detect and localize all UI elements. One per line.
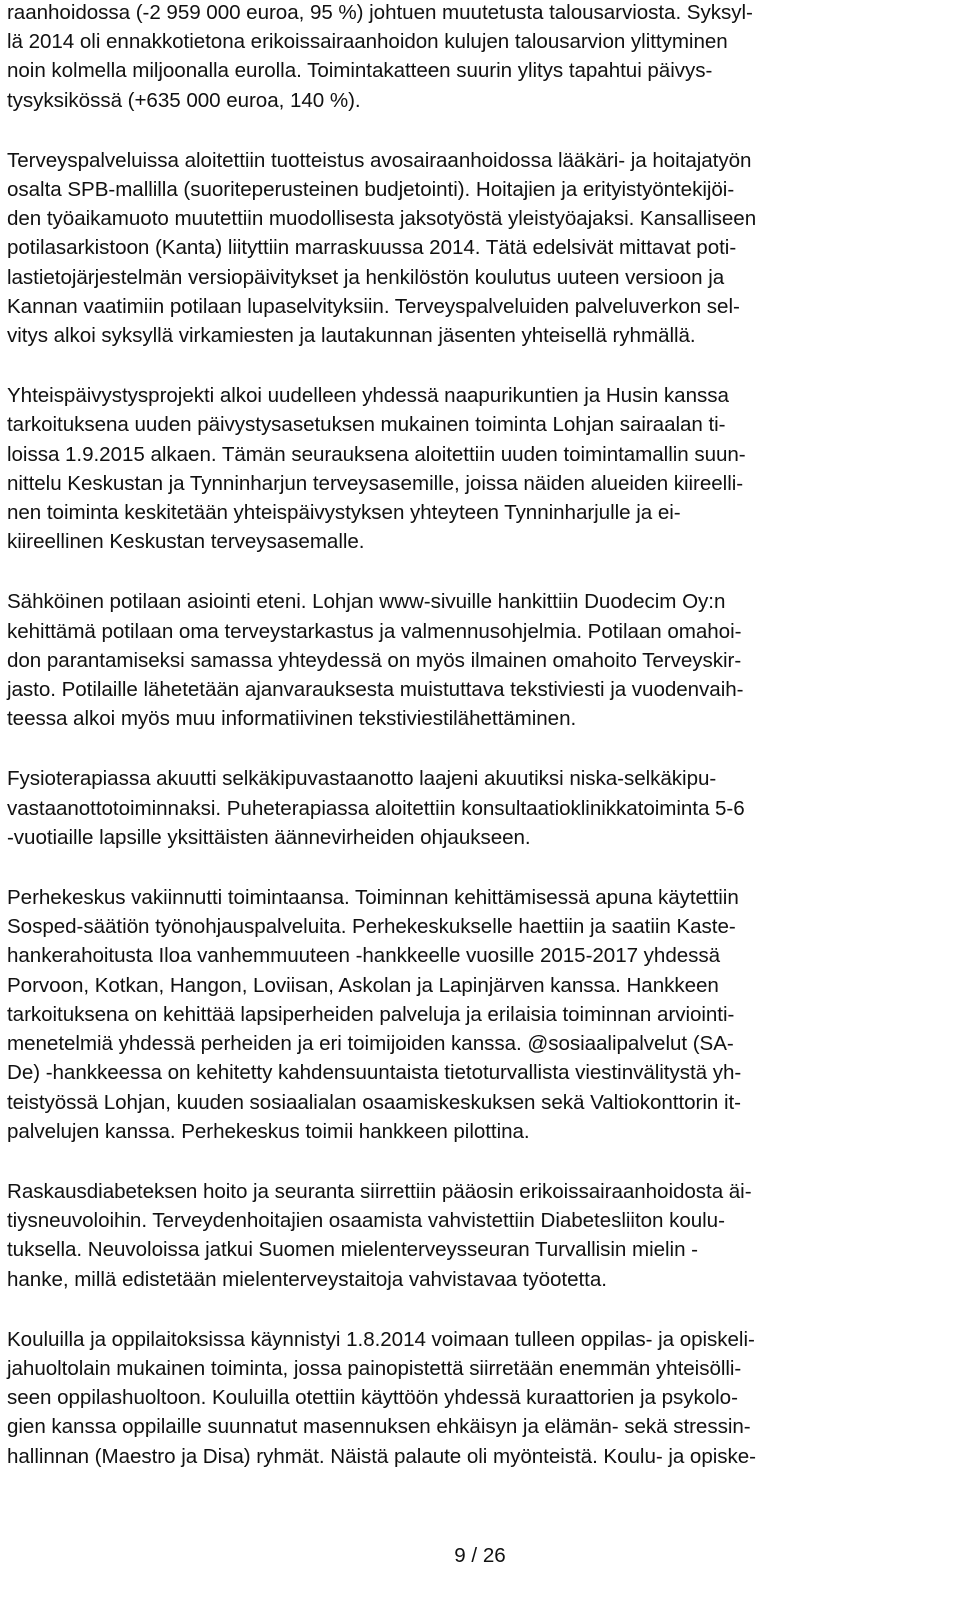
text-line: Sosped-säätiön työnohjauspalveluita. Perhekeskukselle haettiin ja saatiin Kaste-: [7, 915, 736, 939]
paragraph: [7, 0, 947, 115]
text-line: De) -hankkeessa on kehitetty kahdensuuntaista tietoturvallista viestinvälitystä yh-: [7, 1061, 742, 1085]
page-number: 9 / 26: [454, 1544, 506, 1567]
text-line: gien kanssa oppilaille suunnatut masennuksen ehkäisyn ja elämän- sekä stressin-: [7, 1415, 751, 1439]
text-line: don parantamiseksi samassa yhteydessä on myös ilmainen omahoito Terveyskir-: [7, 648, 742, 672]
text-line: teessa alkoi myös muu informatiivinen tekstiviestilähettäminen.: [7, 707, 577, 731]
text-line: Fysioterapiassa akuutti selkäkipuvastaanotto laajeni akuutiksi niska-selkäkipu-: [7, 767, 717, 791]
text-line: Yhteispäivystysprojekti alkoi uudelleen yhdessä naapurikuntien ja Husin kanssa: [7, 384, 729, 408]
text-line: seen oppilashuoltoon. Kouluilla otettiin käyttöön yhdessä kuraattorien ja psykolo-: [7, 1386, 738, 1410]
text-line: hanke, millä edistetään mielenterveystaitoja vahvistavaa työotetta.: [7, 1267, 607, 1291]
text-line: raanhoidossa (-2 959 000 euroa, 95 %) johtuen muutetusta talousarviosta. Syksyl-: [7, 1, 753, 24]
text-line: menetelmiä yhdessä perheiden ja eri toimijoiden kanssa. @sosiaalipalvelut (SA-: [7, 1032, 734, 1056]
text-line: hallinnan (Maestro ja Disa) ryhmät. Näistä palaute oli myönteistä. Koulu- ja opiske-: [7, 1444, 756, 1468]
text-line: Terveyspalveluissa aloitettiin tuotteistus avosairaanhoidossa lääkäri- ja hoitajatyön: [7, 148, 752, 172]
paragraph: [7, 1177, 947, 1294]
paragraph: [7, 764, 947, 852]
text-line: tysyksikössä (+635 000 euroa, 140 %).: [7, 88, 361, 112]
text-line: den työaikamuoto muutettiin muodollisesta jaksotyöstä yleistyöajaksi. Kansalliseen: [7, 207, 757, 231]
paragraph: [7, 381, 947, 556]
text-line: jahuoltolain mukainen toiminta, jossa painopistettä siirretään enemmän yhteisölli-: [7, 1356, 742, 1380]
paragraph: [7, 883, 947, 1146]
text-line: noin kolmella miljoonalla eurolla. Toimintakatteen suurin ylitys tapahtui päivys-: [7, 59, 713, 83]
text-line: Kannan vaatimiin potilaan lupaselvityksiin. Terveyspalveluiden palveluverkon sel-: [7, 294, 740, 318]
text-line: vastaanottotoiminnaksi. Puheterapiassa aloitettiin konsultaatioklinikkatoiminta 5-6: [7, 796, 745, 820]
paragraph: [7, 1325, 947, 1471]
text-line: tarkoituksena uuden päivystysasetuksen mukainen toiminta Lohjan sairaalan ti-: [7, 413, 726, 437]
paragraph: [7, 587, 947, 733]
text-line: potilasarkistoon (Kanta) liityttiin marraskuussa 2014. Tätä edelsivät mittavat poti-: [7, 236, 737, 260]
text-line: Perhekeskus vakiinnutti toimintaansa. Toiminnan kehittämisessä apuna käytettiin: [7, 886, 739, 910]
text-line: jasto. Potilaille lähetetään ajanvarauksesta muistuttava tekstiviesti ja vuodenvaih-: [7, 678, 744, 702]
text-line: Porvoon, Kotkan, Hangon, Loviisan, Askolan ja Lapinjärven kanssa. Hankkeen: [7, 973, 719, 997]
text-line: Raskausdiabeteksen hoito ja seuranta siirrettiin pääosin erikoissairaanhoidosta äi-: [7, 1179, 752, 1203]
text-line: nen toiminta keskitetään yhteispäivystyksen yhteyteen Tynninharjulle ja ei-: [7, 501, 681, 525]
text-line: tiysneuvoloihin. Terveydenhoitajien osaamista vahvistettiin Diabetesliiton koulu-: [7, 1209, 725, 1233]
text-line: loissa 1.9.2015 alkaen. Tämän seurauksena aloitettiin uuden toimintamallin suun-: [7, 442, 746, 466]
text-line: hankerahoitusta Iloa vanhemmuuteen -hankkeelle vuosille 2015-2017 yhdessä: [7, 944, 721, 968]
text-line: nittelu Keskustan ja Tynninharjun terveysasemille, joissa näiden alueiden kiireelli-: [7, 471, 744, 495]
paragraph: [7, 146, 947, 350]
text-line: tuksella. Neuvoloissa jatkui Suomen mielenterveysseuran Turvallisin mielin -: [7, 1238, 698, 1262]
text-line: kiireellinen Keskustan terveysasemalle.: [7, 530, 365, 554]
text-line: Kouluilla ja oppilaitoksissa käynnistyi 1.8.2014 voimaan tulleen oppilas- ja opiskeli-: [7, 1327, 755, 1351]
text-line: teistyössä Lohjan, kuuden sosiaalialan osaamiskeskuksen sekä Valtiokonttorin it-: [7, 1090, 741, 1114]
text-line: osalta SPB-mallilla (suoriteperusteinen budjetointi). Hoitajien ja erityistyöntekijöi-: [7, 178, 735, 202]
body-text: [7, 0, 947, 1502]
text-line: lä 2014 oli ennakkotietona erikoissairaanhoidon kulujen talousarvion ylittyminen: [7, 30, 728, 54]
text-line: tarkoituksena on kehittää lapsiperheiden palveluja ja erilaisia toiminnan arviointi-: [7, 1002, 735, 1026]
text-line: Sähköinen potilaan asiointi eteni. Lohjan www-sivuille hankittiin Duodecim Oy:n: [7, 590, 726, 614]
text-line: -vuotiaille lapsille yksittäisten äännevirheiden ohjaukseen.: [7, 825, 531, 849]
text-line: vitys alkoi syksyllä virkamiesten ja lautakunnan jäsenten yhteisellä ryhmällä.: [7, 324, 696, 348]
text-line: lastietojärjestelmän versiopäivitykset ja henkilöstön koulutus uuteen versioon ja: [7, 265, 725, 289]
text-line: palvelujen kanssa. Perhekeskus toimii hankkeen pilottina.: [7, 1119, 530, 1143]
text-line: kehittämä potilaan oma terveystarkastus ja valmennusohjelmia. Potilaan omahoi-: [7, 619, 742, 643]
